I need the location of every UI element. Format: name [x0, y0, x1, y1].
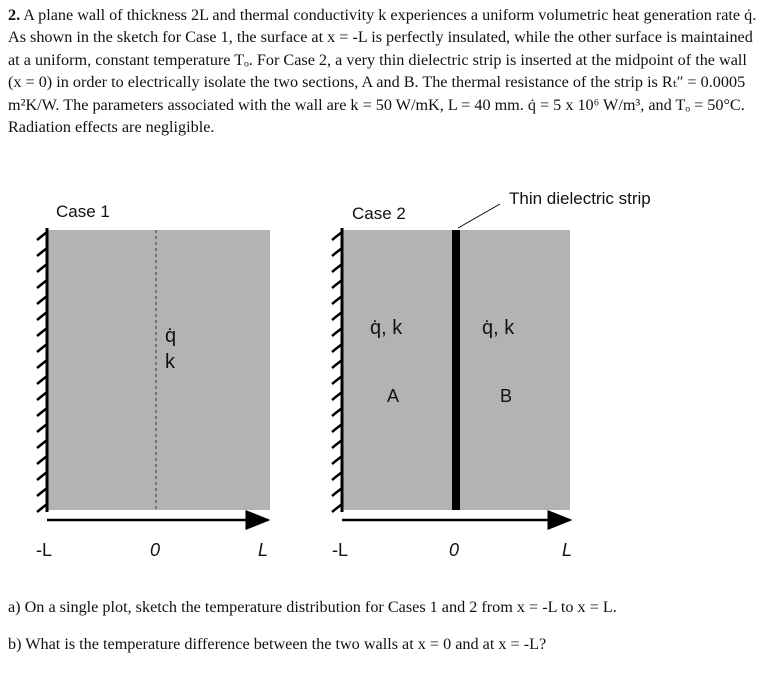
case2-wall-a: [342, 230, 452, 510]
question-a: a) On a single plot, sketch the temperature distribution for Cases 1 and 2 from x = -L to x = L.: [8, 598, 617, 616]
wall-figure: [0, 182, 767, 592]
case2-insulation-hatch: [332, 228, 342, 512]
problem-number: 2.: [8, 6, 21, 24]
case1-tick-zero: 0: [150, 540, 161, 560]
case2-title: Case 2: [352, 204, 406, 223]
case2-tick-zero: 0: [449, 540, 460, 560]
strip-label: Thin dielectric strip: [509, 189, 651, 208]
case1-tick-neg-l: -L: [36, 540, 53, 560]
case1-title: Case 1: [56, 202, 110, 221]
case1-wall: [47, 230, 270, 510]
dielectric-strip: [452, 230, 460, 510]
problem-body: A plane wall of thickness 2L and thermal conductivity k experiences a uniform volumetric heat generation rate q̇. As shown in the sketch for Case 1, the surface at x = -L is perfectly insulated, while the other surface is maintained at a uniform, constant temperature Tₒ. For Case 2, a very thin dielectric strip is inserted at the midpoint of the wall (x = 0) in order to electrically isolate the two sections, A and B. The thermal resistance of the strip is Rₜ″ = 0.0005 m²K/W. The parameters associated with the wall are k = 50 W/mK, L = 40 mm. q̇ = 5 x 10⁶ W/m³, and Tₒ = 50°C. Radiation effects are negligible.: [8, 6, 757, 137]
case2-a-props-label: q̇, k: [370, 317, 403, 339]
case1-tick-l: L: [258, 540, 269, 560]
case2-tick-neg-l: -L: [332, 540, 349, 560]
case1-insulation-hatch: [37, 228, 47, 512]
section-b-label: B: [500, 386, 513, 406]
problem-text: [8, 4, 760, 138]
case2-tick-l: L: [562, 540, 573, 560]
case2-b-props-label: q̇, k: [482, 317, 515, 339]
case1-k-label: k: [165, 351, 175, 373]
strip-leader-line: [458, 204, 500, 228]
problem-statement: [8, 4, 760, 138]
question-b: b) What is the temperature difference between the two walls at x = 0 and at x = -L?: [8, 635, 547, 653]
case1-qdot-label: q̇: [165, 325, 177, 347]
section-a-label: A: [387, 386, 400, 406]
case2-wall-b: [460, 230, 570, 510]
